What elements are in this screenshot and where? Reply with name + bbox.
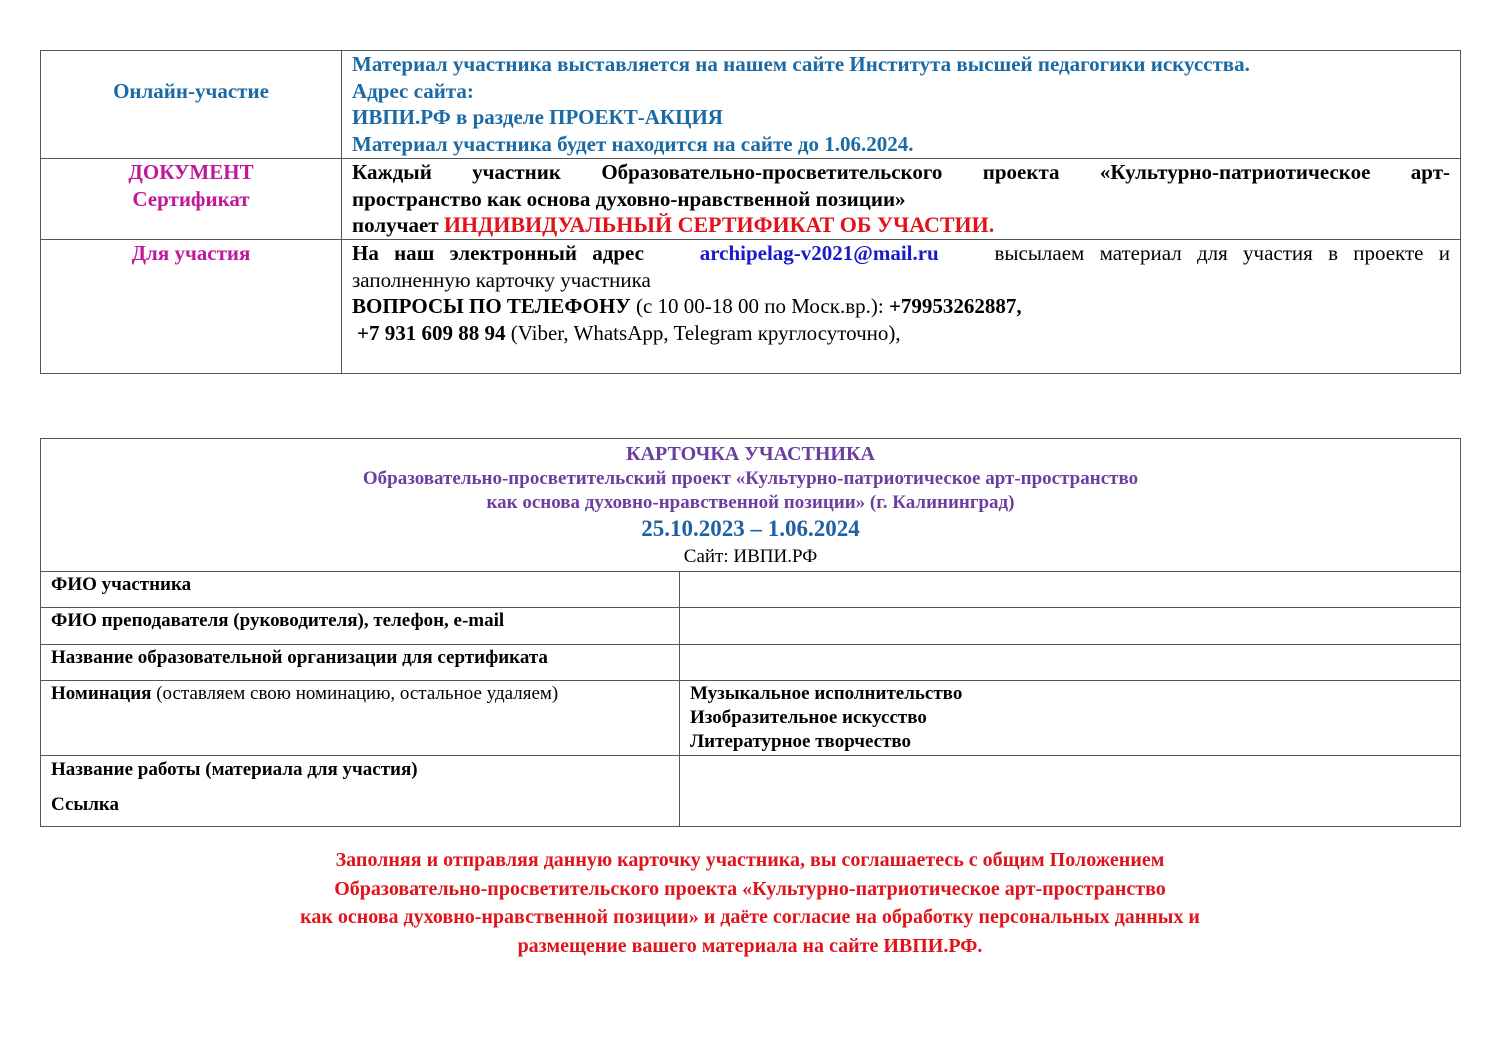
address-line: [352, 240, 1450, 267]
phone-2-note: (Viber, WhatsApp, Telegram круглосуточно),: [505, 320, 901, 345]
link-label: Ссылка: [51, 794, 120, 815]
consent-line-3: как основа духовно-нравственной позиции» и даёте согласие на обработку персональных данных и: [300, 906, 1200, 928]
phone-2: +7 931 609 88 94: [357, 320, 506, 345]
card-title: КАРТОЧКА УЧАСТНИКА: [626, 443, 875, 465]
participation-label-cell: [41, 240, 342, 374]
online-line4: Материал участника будет находится на сайте до 1.06.2024.: [352, 131, 914, 156]
online-line3: ИВПИ.РФ в разделе ПРОЕКТ-АКЦИЯ: [352, 105, 723, 129]
nomination-hint: (оставляем свою номинацию, остальное удаляем): [151, 683, 559, 704]
nomination-option: Музыкальное исполнительство: [690, 683, 963, 704]
participation-text-cell: [342, 240, 1461, 374]
online-label-cell: [41, 51, 342, 159]
card-subtitle-2: как основа духовно-нравственной позиции» (г. Калининград): [486, 492, 1015, 513]
teacher-label: ФИО преподавателя (руководителя), телефон, e-mail: [41, 608, 680, 645]
work-field[interactable]: [680, 756, 1461, 827]
card-header: [41, 439, 1461, 572]
participation-label: Для участия: [131, 241, 251, 265]
nomination-label: Номинация: [51, 683, 152, 704]
org-field[interactable]: [680, 645, 1461, 681]
teacher-field[interactable]: [680, 608, 1461, 645]
document-line1a: Каждый участник Образовательно-просветительского проекта «Культурно-патриотическое арт-: [352, 160, 1450, 184]
consent-notice: [0, 846, 1500, 960]
address-prefix: На наш электронный адрес: [352, 241, 644, 265]
certificate-text: ИНДИВИДУАЛЬНЫЙ СЕРТИФИКАТ ОБ УЧАСТИИ.: [443, 212, 995, 237]
card-subtitle-1: Образовательно-просветительский проект «Культурно-патриотическое арт-пространство: [362, 468, 1139, 489]
nomination-field[interactable]: [680, 681, 1461, 756]
nomination-option: Изобразительное искусство: [690, 707, 927, 728]
card-site: Сайт: ИВПИ.РФ: [683, 546, 818, 567]
online-line1: Материал участника выставляется на нашем сайте Института высшей педагогики искусства.: [352, 52, 1250, 76]
document-label-2: Сертификат: [132, 186, 250, 211]
nomination-label-cell: [41, 681, 680, 756]
consent-line-4: размещение вашего материала на сайте ИВПИ.РФ.: [517, 934, 983, 957]
phone-1: +79953262887,: [888, 294, 1022, 318]
phone-hours: (с 10 00-18 00 по Моск.вр.):: [630, 294, 889, 318]
card-dates: 25.10.2023 – 1.06.2024: [641, 516, 860, 541]
phone-label: ВОПРОСЫ ПО ТЕЛЕФОНУ: [352, 294, 631, 318]
org-label: Название образовательной организации для сертификата: [41, 645, 680, 681]
consent-line-2: Образовательно-просветительского проекта «Культурно-патриотическое арт-пространство: [334, 877, 1166, 900]
online-label: Онлайн-участие: [113, 79, 269, 103]
address-suffix: высылаем материал для участия в проекте и: [994, 241, 1450, 265]
info-table: [40, 50, 1461, 374]
document-receives: получает: [352, 213, 444, 237]
fio-label: ФИО участника: [41, 572, 680, 608]
email-link[interactable]: archipelag-v2021@mail.ru: [699, 241, 939, 265]
document-line1b: пространство как основа духовно-нравственной позиции»: [352, 186, 906, 211]
document-label-cell: [41, 159, 342, 240]
fio-field[interactable]: [680, 572, 1461, 608]
online-line2: Адрес сайта:: [352, 78, 474, 103]
participant-card: [40, 438, 1461, 827]
document-text-cell: [342, 159, 1461, 240]
work-title-label: Название работы (материала для участия): [51, 759, 418, 780]
document-label-1: ДОКУМЕНТ: [128, 160, 254, 184]
nomination-option: Литературное творчество: [690, 731, 912, 752]
online-text-cell: [342, 51, 1461, 159]
work-label-cell: [41, 756, 680, 827]
address-line2: заполненную карточку участника: [352, 267, 651, 292]
consent-line-1: Заполняя и отправляя данную карточку участника, вы соглашаетесь с общим Положением: [335, 849, 1165, 871]
